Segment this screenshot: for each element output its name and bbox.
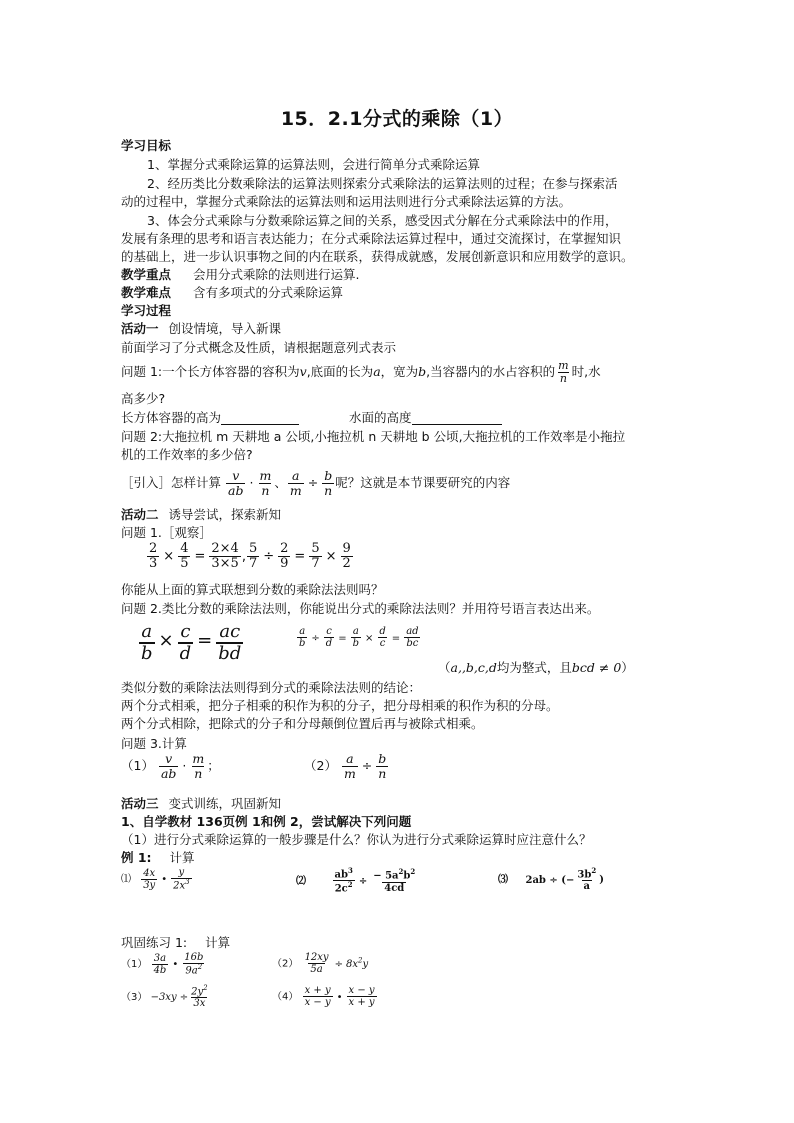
practice-2: （2） $\frac{12xy}{5a}$ ÷ $8x^2y$ bbox=[272, 952, 369, 975]
objective-2-cont: 动的过程中，掌握分式乘除法的运算法则和运用法则进行分式乘除法运算的方法。 bbox=[121, 194, 572, 209]
objective-2: 2、经历类比分数乘除法的运算法则探索分式乘除法的运算法则的过程；在参与探索活 bbox=[147, 176, 618, 191]
activity1-intro: 前面学习了分式概念及性质，请根据题意列式表示 bbox=[121, 340, 397, 355]
intro-end: 呢？这就是本节课要研究的内容 bbox=[335, 475, 511, 490]
question2: 问题 2:大拖拉机 m 天耕地 a 公顷,小拖拉机 n 天耕地 b 公顷,大拖拉机的工作效率是小拖拉 bbox=[121, 429, 626, 444]
example-3: ⑶ 2ab ÷ (− $\frac{3b^2}{a}$ ) bbox=[498, 866, 604, 893]
objective-1: 1、掌握分式乘除运算的运算法则，会进行简单分式乘除运算 bbox=[147, 157, 480, 172]
fraction-a-m: $\frac{a}{m}$ bbox=[289, 468, 302, 498]
activity2-heading bbox=[121, 507, 281, 522]
rule-divide: 两个分式相除，把除式的分子和分母颠倒位置后再与被除式相乘。 bbox=[121, 716, 484, 731]
activity3-line1: 1、自学教材 136页例 1和例 2，尝试解决下列问题 bbox=[121, 814, 412, 829]
activity1-heading bbox=[121, 321, 281, 336]
activity2-title: 诱导尝试，探索新知 bbox=[168, 507, 282, 522]
key-point bbox=[121, 267, 359, 282]
key-point-text: 会用分式乘除的法则进行运算. bbox=[193, 267, 360, 282]
question1-text-a: 问题 1:一个长方体容器的容积为 bbox=[121, 364, 300, 380]
example-heading bbox=[121, 850, 195, 865]
process-heading: 学习过程 bbox=[121, 303, 172, 318]
example-1: ⑴ $\frac{4x}{3y}$ • $\frac{y}{2x^3}$ bbox=[121, 867, 190, 892]
division-rule: $\frac{a}{b}$ ÷ $\frac{c}{d}$ = $\frac{a}{b}$ × $\frac{d}{c}$ = $\frac{ad}{bc}$ bbox=[299, 626, 419, 649]
observe-equation: $\frac{2}{3}$ × $\frac{4}{5}$ = $\frac{2\times 4}{3\times 5}$ , $\frac{5}{7}$ ÷ $\frac{2}{9}$ = $\frac{5}{7}$ × $\frac{9}{2}$ bbox=[149, 541, 351, 572]
var-b: b bbox=[418, 364, 427, 380]
question1-cont: 高多少? bbox=[121, 391, 166, 406]
question1-text-c: ，宽为 bbox=[380, 364, 419, 380]
page-title: 15．2.1分式的乘除（1） bbox=[280, 108, 514, 130]
intro-question: ［引入］怎样计算 $\frac{v}{ab}$ · $\frac{m}{n}$ 、 $\frac{a}{m}$ ÷ $\frac{b}{n}$ 呢？这就是本节课要研究的内容 bbox=[121, 468, 511, 498]
objective-3-cont-2: 的基础上，进一步认识事物之间的内在联系，获得成就感，发展创新意识和应用数学的意识。 bbox=[121, 249, 634, 264]
difficulty-label: 教学难点 bbox=[121, 285, 172, 300]
activity2-label: 活动二 bbox=[121, 507, 159, 522]
fraction-m-over-n: $\frac{m}{n}$ bbox=[558, 359, 569, 386]
example-2: ⑵ $\frac{ab^3}{2c^2}$ ÷ $\frac{- 5a^2b^2}{4cd}$ bbox=[296, 866, 416, 895]
key-point-label: 教学重点 bbox=[121, 267, 172, 282]
practice-3: （3） −3xy ÷ $\frac{2y^2}{3x}$ bbox=[121, 984, 208, 1010]
rule-condition: （a,,b,c,d均为整式，且bcd ≠ 0） bbox=[438, 660, 634, 675]
objectives-heading: 学习目标 bbox=[121, 138, 172, 153]
water-answer-blank[interactable] bbox=[412, 424, 502, 425]
activity3-heading bbox=[121, 796, 281, 811]
multiplication-rule: $\frac{a}{b}$ × $\frac{c}{d}$ = $\frac{ac}{bd}$ bbox=[141, 621, 242, 664]
practice-text: 计算 bbox=[205, 935, 231, 950]
example-label: 例 1: bbox=[121, 850, 152, 865]
difficulty-text: 含有多项式的分式乘除运算 bbox=[193, 285, 344, 300]
height-answer-blank[interactable] bbox=[221, 424, 299, 425]
fraction-m-n: $\frac{m}{n}$ bbox=[259, 468, 272, 498]
practice-heading bbox=[121, 935, 230, 950]
activity3-label: 活动三 bbox=[121, 796, 159, 811]
fraction-b-n: $\frac{b}{n}$ bbox=[324, 468, 333, 498]
example-text: 计算 bbox=[169, 850, 195, 865]
rule-multiply: 两个分式相乘，把分子相乘的积作为积的分子，把分母相乘的积作为积的分母。 bbox=[121, 698, 559, 713]
activity3-title: 变式训练，巩固新知 bbox=[168, 796, 282, 811]
activity2-think: 你能从上面的算式联想到分数的乘除法法则吗？ bbox=[121, 582, 384, 597]
water-label: 水面的高度 bbox=[349, 410, 412, 425]
question1 bbox=[121, 360, 601, 385]
conclusion: 类似分数的乘除法法则得到分式的乘除法法则的结论： bbox=[121, 680, 422, 695]
activity2-question2: 问题 2.类比分数的乘除法法则，你能说出分式的乘除法法则？并用符号语言表达出来。 bbox=[121, 601, 600, 616]
practice-1: （1） $\frac{3a}{4b}$ • $\frac{16b}{9a^2}$ bbox=[121, 952, 204, 977]
objective-3-cont: 发展有条理的思考和语言表达能力；在分式乘除法运算过程中，通过交流探讨，在掌握知识 bbox=[121, 231, 622, 246]
question1-text-e: 时,水 bbox=[571, 364, 601, 380]
var-a: a bbox=[373, 364, 381, 380]
answer-blanks bbox=[121, 410, 502, 425]
question1-text-b: ,底面的长为 bbox=[306, 364, 374, 380]
question1-text-d: ,当容器内的水占容积的 bbox=[426, 364, 556, 380]
question3-part2: （2） $\frac{a}{m}$ ÷ $\frac{b}{n}$ bbox=[304, 751, 387, 781]
question3-part1: （1） $\frac{v}{ab}$ · $\frac{m}{n}$ ； bbox=[121, 751, 220, 781]
fraction-v-ab: $\frac{v}{ab}$ bbox=[228, 468, 244, 498]
activity3-line2: （1）进行分式乘除运算的一般步骤是什么？你认为进行分式乘除运算时应注意什么？ bbox=[121, 832, 592, 847]
activity1-label: 活动一 bbox=[121, 321, 159, 336]
activity1-title: 创设情境，导入新课 bbox=[168, 321, 282, 336]
var-v: v bbox=[299, 364, 307, 380]
practice-label: 巩固练习 1: bbox=[121, 935, 188, 950]
practice-4: （4） $\frac{x + y}{x - y}$ • $\frac{x - y}{x + y}$ bbox=[272, 985, 375, 1008]
objective-3: 3、体会分式乘除与分数乘除运算之间的关系，感受因式分解在分式乘除法中的作用， bbox=[147, 213, 618, 228]
activity2-question3: 问题 3.计算 bbox=[121, 736, 187, 751]
difficulty bbox=[121, 285, 343, 300]
height-label: 长方体容器的高为 bbox=[121, 410, 222, 425]
intro-label: ［引入］怎样计算 bbox=[121, 475, 222, 490]
question2-cont: 机的工作效率的多少倍? bbox=[121, 447, 253, 462]
activity2-question1: 问题 1.［观察］ bbox=[121, 525, 212, 540]
